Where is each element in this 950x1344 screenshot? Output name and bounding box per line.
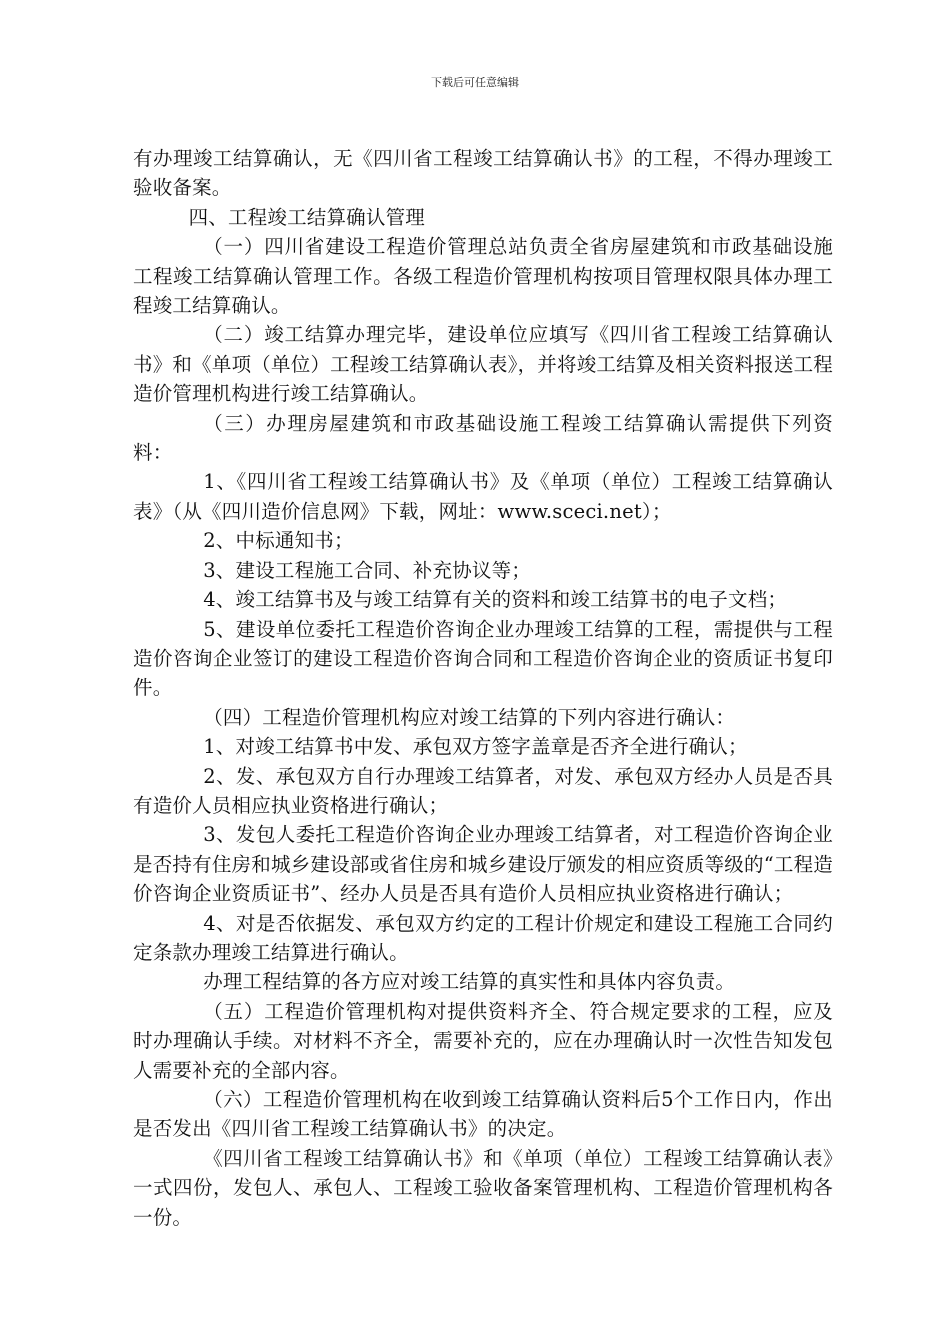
- paragraph-item-2: （二）竣工结算办理完毕，建设单位应填写《四川省工程竣工结算确认书》和《单项（单位）工程竣工结算确认表》，并将竣工结算及相关资料报送工程造价管理机构进行竣工结算确认。: [133, 323, 833, 406]
- list-item: 3、发包人委托工程造价咨询企业办理竣工结算者，对工程造价咨询企业是否持有住房和城乡建设部或省住房和城乡建设厅颁发的相应资质等级的“工程造价咨询企业资质证书”、经办人员是否具有造价人员相应执业资格进行确认；: [133, 823, 833, 906]
- section-heading-4: 四、工程竣工结算确认管理: [188, 205, 425, 229]
- list-item: 4、对是否依据发、承包双方约定的工程计价规定和建设工程施工合同约定条款办理竣工结算进行确认。: [133, 911, 833, 964]
- list-item: 1、《四川省工程竣工结算确认书》及《单项（单位）工程竣工结算确认表》（从《四川造价信息网》下载，网址：www.sceci.net）；: [133, 470, 833, 523]
- list-item: 4、竣工结算书及与竣工结算有关的资料和竣工结算书的电子文档；: [203, 588, 788, 612]
- paragraph-item-6: （六）工程造价管理机构在收到竣工结算确认资料后5个工作日内，作出是否发出《四川省工程竣工结算确认书》的决定。: [133, 1088, 833, 1141]
- paragraph-item-4: （四）工程造价管理机构应对竣工结算的下列内容进行确认：: [203, 705, 736, 729]
- list-item: 2、发、承包双方自行办理竣工结算者，对发、承包双方经办人员是否具有造价人员相应执业资格进行确认；: [133, 764, 833, 817]
- list-item: 2、中标通知书；: [203, 529, 354, 553]
- paragraph: 办理工程结算的各方应对竣工结算的真实性和具体内容负责。: [203, 970, 736, 994]
- paragraph-continuation: 有办理竣工结算确认，无《四川省工程竣工结算确认书》的工程，不得办理竣工验收备案。: [133, 147, 833, 200]
- paragraph-item-1: （一）四川省建设工程造价管理总站负责全省房屋建筑和市政基础设施工程竣工结算确认管理工作。各级工程造价管理机构按项目管理权限具体办理工程竣工结算确认。: [133, 235, 833, 318]
- paragraph-item-3: （三）办理房屋建筑和市政基础设施工程竣工结算确认需提供下列资料：: [133, 411, 833, 465]
- page-header: 下载后可任意编辑: [431, 76, 519, 89]
- list-item: 1、对竣工结算书中发、承包双方签字盖章是否齐全进行确认；: [203, 735, 748, 759]
- paragraph-item-5: （五）工程造价管理机构对提供资料齐全、符合规定要求的工程，应及时办理确认手续。对材料不齐全，需要补充的，应在办理确认时一次性告知发包人需要补充的全部内容。: [133, 999, 833, 1082]
- paragraph: 《四川省工程竣工结算确认书》和《单项（单位）工程竣工结算确认表》一式四份，发包人、承包人、工程竣工验收备案管理机构、工程造价管理机构各一份。: [133, 1146, 833, 1229]
- document-body: [133, 144, 833, 1232]
- list-item: 5、建设单位委托工程造价咨询企业办理竣工结算的工程，需提供与工程造价咨询企业签订的建设工程造价咨询合同和工程造价咨询企业的资质证书复印件。: [133, 617, 833, 700]
- list-item: 3、建设工程施工合同、补充协议等；: [203, 558, 531, 582]
